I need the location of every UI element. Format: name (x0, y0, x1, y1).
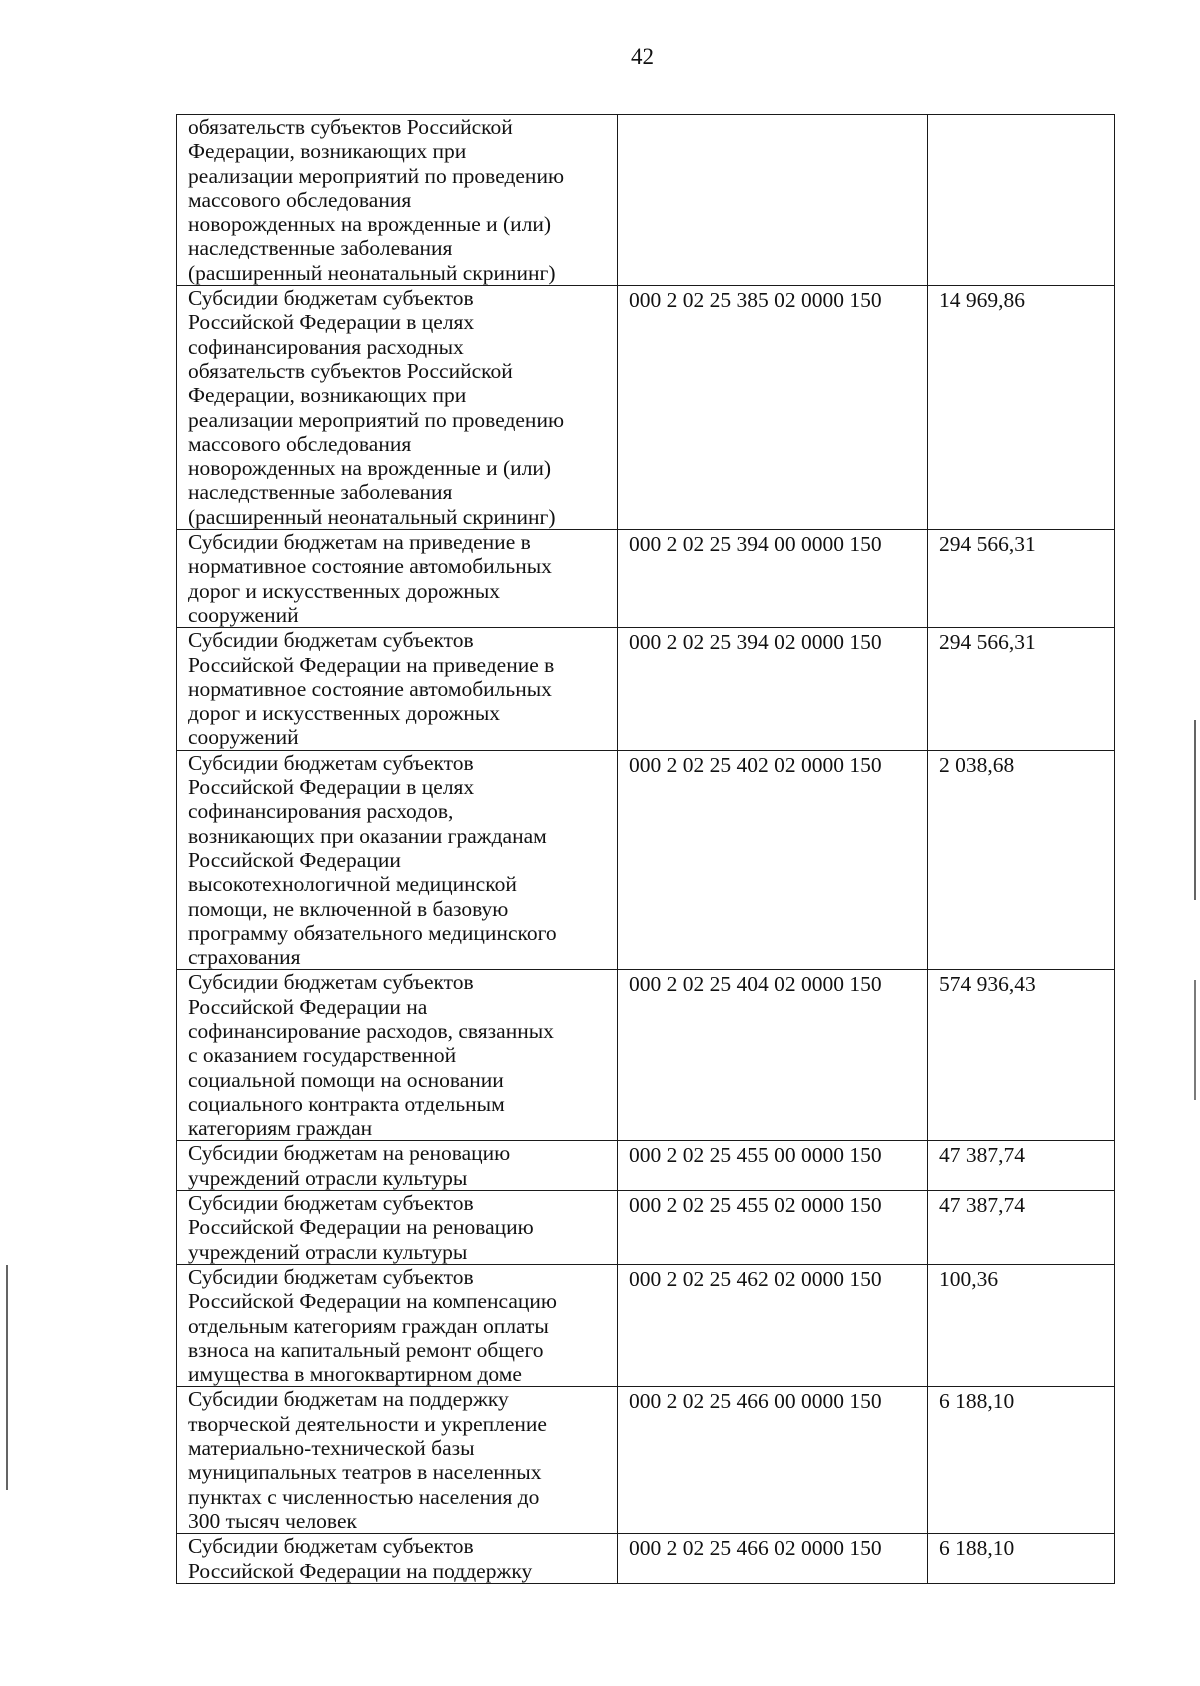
amount-value: 574 936,43 (928, 970, 1115, 1141)
description-line: Субсидии бюджетам субъектов (188, 970, 474, 995)
description-line: учреждений отрасли культуры (188, 1239, 468, 1264)
table-row (177, 115, 1115, 286)
row-description (177, 530, 618, 628)
budget-classification-code: 000 2 02 25 394 00 0000 150 (618, 530, 928, 628)
description-line: Субсидии бюджетам на поддержку (188, 1387, 509, 1412)
description-line: Российской Федерации на компенсацию (188, 1289, 557, 1314)
amount-value: 100,36 (928, 1264, 1115, 1386)
row-description (177, 750, 618, 970)
row-description (177, 1387, 618, 1534)
row-description (177, 1191, 618, 1265)
description-line: Субсидии бюджетам субъектов (188, 1264, 474, 1289)
description-line: обязательств субъектов Российской (188, 358, 513, 383)
description-line: социального контракта отдельным (188, 1091, 505, 1116)
description-line: Российской Федерации на реновацию (188, 1215, 534, 1240)
description-line: дорог и искусственных дорожных (188, 578, 501, 603)
row-description (177, 628, 618, 750)
description-line: реализации мероприятий по проведению (188, 163, 565, 188)
description-line: массового обследования (188, 431, 412, 456)
budget-classification-code: 000 2 02 25 455 00 0000 150 (618, 1141, 928, 1191)
description-line: Субсидии бюджетам на приведение в (188, 530, 531, 555)
description-line: софинансирования расходов, (188, 799, 454, 824)
table-row (177, 1191, 1115, 1265)
row-description (177, 1534, 618, 1584)
description-line: сооружений (188, 602, 299, 627)
description-line: категориям граждан (188, 1116, 373, 1141)
table-row (177, 530, 1115, 628)
amount-value (928, 115, 1115, 286)
budget-classification-code: 000 2 02 25 402 02 0000 150 (618, 750, 928, 970)
description-line: социальной помощи на основании (188, 1067, 504, 1092)
description-line: софинансирование расходов, связанных (188, 1018, 554, 1043)
row-description (177, 1264, 618, 1386)
amount-value: 6 188,10 (928, 1534, 1115, 1584)
description-line: Субсидии бюджетам субъектов (188, 1191, 474, 1216)
description-line: возникающих при оказании гражданам (188, 823, 547, 848)
budget-classification-code: 000 2 02 25 462 02 0000 150 (618, 1264, 928, 1386)
description-line: Российской Федерации на (188, 994, 428, 1019)
description-line: Российской Федерации на приведение в (188, 652, 555, 677)
description-line: Российской Федерации в целях (188, 310, 475, 335)
description-line: (расширенный неонатальный скрининг) (188, 504, 556, 529)
scan-mark-right-upper (1194, 720, 1196, 900)
budget-classification-code: 000 2 02 25 455 02 0000 150 (618, 1191, 928, 1265)
description-line: наследственные заболевания (188, 480, 453, 505)
description-line: отдельным категориям граждан оплаты (188, 1313, 549, 1338)
description-line: Российской Федерации (188, 847, 401, 872)
budget-classification-code: 000 2 02 25 466 00 0000 150 (618, 1387, 928, 1534)
description-line: Российской Федерации в целях (188, 775, 475, 800)
description-line: Федерации, возникающих при (188, 139, 467, 164)
budget-revenue-table (176, 114, 1115, 1584)
description-line: Федерации, возникающих при (188, 383, 467, 408)
description-line: 300 тысяч человек (188, 1508, 357, 1533)
row-description (177, 1141, 618, 1191)
description-line: Субсидии бюджетам на реновацию (188, 1141, 511, 1166)
description-line: высокотехнологичной медицинской (188, 872, 517, 897)
amount-value: 294 566,31 (928, 628, 1115, 750)
scan-mark-right-lower (1194, 980, 1196, 1100)
table-row (177, 286, 1115, 530)
description-line: программу обязательного медицинского (188, 920, 557, 945)
description-line: творческой деятельности и укрепление (188, 1411, 547, 1436)
description-line: Российской Федерации на поддержку (188, 1558, 533, 1583)
description-line: взноса на капитальный ремонт общего (188, 1337, 544, 1362)
row-description (177, 115, 618, 286)
description-line: массового обследования (188, 187, 412, 212)
table-row (177, 1141, 1115, 1191)
budget-classification-code: 000 2 02 25 404 02 0000 150 (618, 970, 928, 1141)
table-row (177, 1264, 1115, 1386)
budget-classification-code: 000 2 02 25 385 02 0000 150 (618, 286, 928, 530)
scan-mark-left (6, 1265, 8, 1490)
amount-value: 2 038,68 (928, 750, 1115, 970)
row-description (177, 286, 618, 530)
budget-classification-code: 000 2 02 25 394 02 0000 150 (618, 628, 928, 750)
table-row (177, 750, 1115, 970)
description-line: Субсидии бюджетам субъектов (188, 286, 474, 311)
table-body (177, 115, 1115, 1584)
description-line: обязательств субъектов Российской (188, 115, 513, 139)
description-line: новорожденных на врожденные и (или) (188, 456, 552, 481)
amount-value: 6 188,10 (928, 1387, 1115, 1534)
description-line: муниципальных театров в населенных (188, 1460, 542, 1485)
description-line: дорог и искусственных дорожных (188, 701, 501, 726)
amount-value: 47 387,74 (928, 1141, 1115, 1191)
budget-classification-code (618, 115, 928, 286)
table-row (177, 1387, 1115, 1534)
description-line: с оказанием государственной (188, 1043, 457, 1068)
row-description (177, 970, 618, 1141)
description-line: пунктах с численностью населения до (188, 1484, 540, 1509)
amount-value: 294 566,31 (928, 530, 1115, 628)
table-row (177, 1534, 1115, 1584)
description-line: (расширенный неонатальный скрининг) (188, 260, 556, 285)
description-line: Субсидии бюджетам субъектов (188, 750, 474, 775)
amount-value: 14 969,86 (928, 286, 1115, 530)
description-line: имущества в многоквартирном доме (188, 1362, 522, 1387)
table-row (177, 970, 1115, 1141)
description-line: софинансирования расходных (188, 334, 464, 359)
description-line: нормативное состояние автомобильных (188, 676, 552, 701)
description-line: Субсидии бюджетам субъектов (188, 628, 474, 653)
budget-classification-code: 000 2 02 25 466 02 0000 150 (618, 1534, 928, 1584)
table-row (177, 628, 1115, 750)
description-line: новорожденных на врожденные и (или) (188, 212, 552, 237)
description-line: сооружений (188, 725, 299, 750)
description-line: помощи, не включенной в базовую (188, 896, 509, 921)
description-line: наследственные заболевания (188, 236, 453, 261)
amount-value: 47 387,74 (928, 1191, 1115, 1265)
description-line: реализации мероприятий по проведению (188, 407, 565, 432)
description-line: нормативное состояние автомобильных (188, 554, 552, 579)
description-line: материально-технической базы (188, 1436, 475, 1461)
description-line: учреждений отрасли культуры (188, 1165, 468, 1190)
page-number: 42 (631, 44, 654, 69)
description-line: Субсидии бюджетам субъектов (188, 1534, 474, 1559)
description-line: страхования (188, 945, 301, 970)
